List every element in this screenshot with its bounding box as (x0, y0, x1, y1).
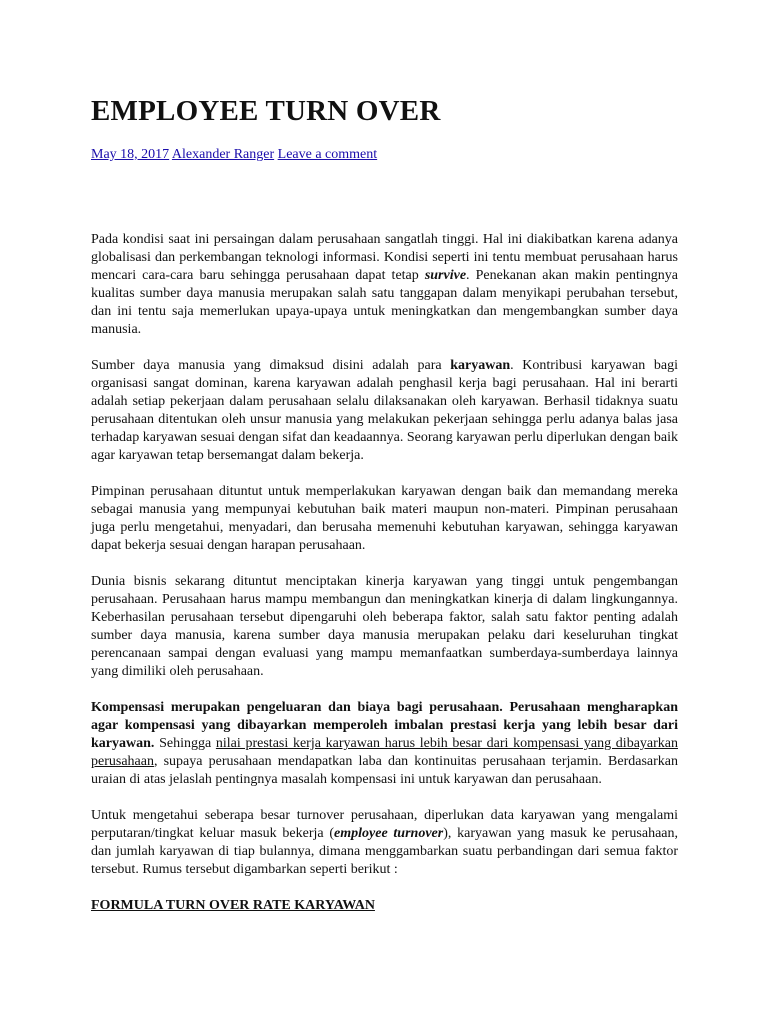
post-date-link[interactable]: May 18, 2017 (91, 147, 170, 162)
author-link[interactable]: Alexander Ranger (171, 147, 275, 162)
paragraph-6: Untuk mengetahui seberapa besar turnover perusahaan, diperlukan data karyawan yang mengalami perputaran/tingkat keluar masuk bekerja (employee turnover), karyawan yang masuk ke perusahaan, dan jumlah karyawan di tiap bulannya, dimana menggambarkan suatu perbandingan dari semua faktor tersebut. Rumus tersebut digambarkan seperti berikut : (91, 808, 679, 877)
employee-turnover-emphasis: employee turnover (334, 826, 444, 841)
leave-comment-link[interactable]: Leave a comment (277, 147, 378, 162)
survive-emphasis: survive (424, 268, 467, 283)
article-title: EMPLOYEE TURN OVER (91, 95, 441, 127)
paragraph-2: Sumber daya manusia yang dimaksud disini adalah para karyawan. Kontribusi karyawan bagi organisasi sangat dominan, karena karyawan adalah penghasil kerja bagi perusahaan. Hal ini berarti adalah setiap pekerjaan dalam perusahaan selalu dilaksanakan oleh karyawan. Berhasil tidaknya suatu perusahaan ditentukan oleh unsur manusia yang melakukan pekerjaan sehingga perlu adanya balas jasa terhadap karyawan sesuai dengan sifat dan keadaannya. Seorang karyawan perlu diperlukan dengan baik agar karyawan tetap bersemangat dalam bekerja. (91, 358, 678, 463)
article-meta (91, 147, 377, 163)
paragraph-5: Kompensasi merupakan pengeluaran dan biaya bagi perusahaan. Perusahaan mengharapkan agar kompensasi yang dibayarkan memperoleh imbalan prestasi kerja yang lebih besar dari karyawan. Sehingga nilai prestasi kerja karyawan harus lebih besar dari kompensasi yang dibayarkan perusahaan, supaya perusahaan mendapatkan laba dan kontinuitas perusahaan terjamin. Berdasarkan uraian di atas jelaslah pentingnya masalah kompensasi ini untuk karyawan dan perusahaan. (91, 700, 678, 787)
performance-underline: nilai prestasi kerja karyawan harus lebih besar dari kompensasi yang dibayarkan perusahaan (91, 736, 678, 769)
paragraph-1: Pada kondisi saat ini persaingan dalam perusahaan sangatlah tinggi. Hal ini diakibatkan karena adanya globalisasi dan perkembangan teknologi informasi. Kondisi seperti ini tentu membuat perusahaan harus mencari cara-cara baru sehingga perusahaan dapat tetap survive. Penekanan akan makin pentingnya kualitas sumber daya manusia merupakan salah satu tanggapan dalam menyikapi perubahan tersebut, dan ini tentu saja memerlukan upaya-upaya untuk meningkatkan dan mengembangkan sumber daya manusia. (91, 232, 678, 337)
paragraph-3: Pimpinan perusahaan dituntut untuk memperlakukan karyawan dengan baik dan memandang mereka sebagai manusia yang mempunyai kebutuhan baik materi maupun non-materi. Pimpinan perusahaan juga perlu mengetahui, menyadari, dan berusaha memenuhi kebutuhan karyawan, sehingga karyawan dapat bekerja sesuai dengan harapan perusahaan. (91, 484, 678, 553)
formula-heading: FORMULA TURN OVER RATE KARYAWAN (91, 898, 375, 913)
article-body (91, 231, 678, 915)
karyawan-bold: karyawan (450, 358, 511, 373)
paragraph-4: Dunia bisnis sekarang dituntut menciptakan kinerja karyawan yang tinggi untuk pengembangan perusahaan. Perusahaan harus mampu membangun dan meningkatkan kinerja di dalam lingkungannya. Keberhasilan perusahaan tersebut dipengaruhi oleh beberapa faktor, salah satu faktor penting adalah sumber daya manusia, karena sumber daya manusia merupakan pelaku dari keseluruhan tingkat perencanaan sampai dengan evaluasi yang mampu memanfaatkan sumberdaya-sumberdaya lainnya yang dimiliki oleh perusahaan. (91, 574, 678, 679)
compensation-bold: Kompensasi merupakan pengeluaran dan biaya bagi perusahaan. Perusahaan mengharapkan agar kompensasi yang dibayarkan memperoleh imbalan prestasi kerja yang lebih besar dari karyawan. (91, 700, 678, 751)
